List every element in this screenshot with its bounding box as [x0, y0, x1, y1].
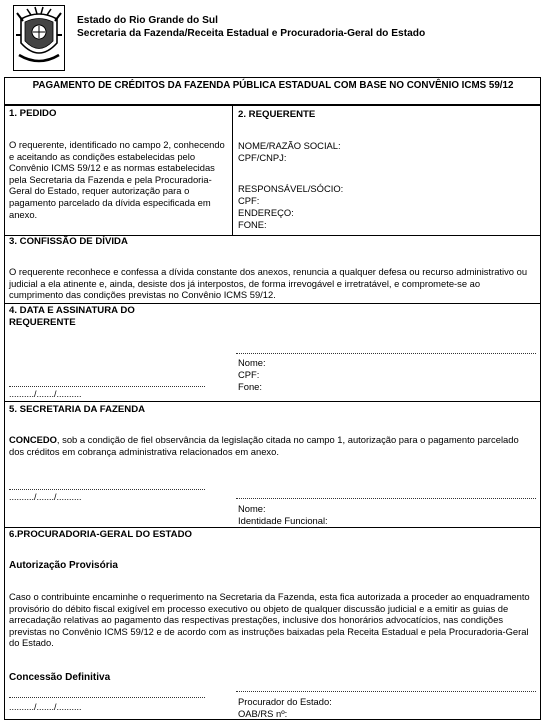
- field-cpf: CPF:: [238, 195, 260, 206]
- date-attorney: ........../......./..........: [9, 702, 82, 712]
- section-1-heading: 1. PEDIDO: [9, 108, 57, 119]
- header-office: Secretaria da Fazenda/Receita Estadual e Procuradoria-Geral do Estado: [77, 28, 426, 39]
- provisional-text: Caso o contribuinte encaminhe o requerimento na Secretaria da Fazenda, esta fica autorizada a proceder ao enquadramento provisório do débito fiscal exigível em processo executivo ou objeto de qualquer discussão judicial e a emitir as guias de arrecadação relativas ao pagamento das respectivas prestações, inclusive dos honorários advocatícios, nas condições previstas no Convênio ICMS 59/12 e de acordo com as instruções baixadas pela Receita Estadual e pela Procuradoria-Geral do Estado.: [9, 591, 530, 649]
- field-name: NOME/RAZÃO SOCIAL:: [238, 140, 341, 151]
- treasury-name: Nome:: [238, 503, 266, 514]
- attorney-oab: OAB/RS nº:: [238, 708, 288, 719]
- place-line-attorney: [9, 697, 205, 698]
- applicant-name: Nome:: [238, 357, 266, 368]
- section-5-heading: 5. SECRETARIA DA FAZENDA: [9, 404, 146, 415]
- section-2-heading: 2. REQUERENTE: [238, 109, 316, 120]
- applicant-cpf: CPF:: [238, 369, 260, 380]
- divider-v1: [232, 104, 233, 235]
- divider-h4: [4, 527, 541, 528]
- place-line-treasury: [9, 489, 205, 490]
- state-coat-of-arms: [13, 5, 65, 71]
- section-5-body: , sob a condição de fiel observância da legislação citada no campo 1, autorização para o pagamento parcelado dos créditos em cobrança administrativa relacionados em anexo.: [9, 434, 519, 457]
- signature-line-attorney: [236, 691, 536, 692]
- date-applicant: ........../......./..........: [9, 389, 82, 399]
- field-phone: FONE:: [238, 219, 267, 230]
- field-cpf-cnpj: CPF/CNPJ:: [238, 152, 287, 163]
- coat-of-arms-icon: [13, 5, 65, 71]
- signature-line-treasury: [236, 498, 536, 499]
- form-title: PAGAMENTO DE CRÉDITOS DA FAZENDA PÚBLICA ESTADUAL COM BASE NO CONVÊNIO ICMS 59/12: [32, 80, 514, 91]
- applicant-phone: Fone:: [238, 381, 262, 392]
- section-3-heading: 3. CONFISSÃO DE DÍVIDA: [9, 236, 128, 247]
- field-responsible: RESPONSÁVEL/SÓCIO:: [238, 183, 344, 194]
- section-5-text: [9, 434, 531, 457]
- signature-line-applicant: [236, 353, 536, 354]
- divider-h2: [4, 303, 541, 304]
- definitive-heading: Concessão Definitiva: [9, 672, 111, 683]
- section-6-heading: 6.PROCURADORIA-GERAL DO ESTADO: [9, 529, 193, 540]
- divider-h3: [4, 401, 541, 402]
- provisional-heading: Autorização Provisória: [9, 560, 118, 571]
- section-4-heading: 4. DATA E ASSINATURA DO REQUERENTE: [9, 305, 135, 328]
- attorney-name: Procurador do Estado:: [238, 696, 332, 707]
- place-line-applicant: [9, 386, 205, 387]
- date-treasury: ........../......./..........: [9, 492, 82, 502]
- field-address: ENDEREÇO:: [238, 207, 294, 218]
- concedo-label: CONCEDO: [9, 434, 57, 445]
- section-3-text: O requerente reconhece e confessa a dívida constante dos anexos, renuncia a qualquer defesa ou recurso administrativo ou judicial a ela atinente e, ainda, desiste dos já interpostos, de forma irrevogável e irretratável, e compromete-se ao cumprimento das condições previstas no Convênio ICMS 59/12.: [9, 266, 528, 301]
- header-state: Estado do Rio Grande do Sul: [77, 15, 218, 26]
- treasury-id: Identidade Funcional:: [238, 515, 328, 526]
- section-1-text: O requerente, identificado no campo 2, conhecendo e aceitando as condições estabelecidas pelo Convênio ICMS 59/12 e as normas estabelecidas pela Secretaria da Fazenda e pela Procuradoria-Geral do Estado, requer autorização para o pagamento parcelado da dívida especificada em anexo.: [9, 139, 225, 220]
